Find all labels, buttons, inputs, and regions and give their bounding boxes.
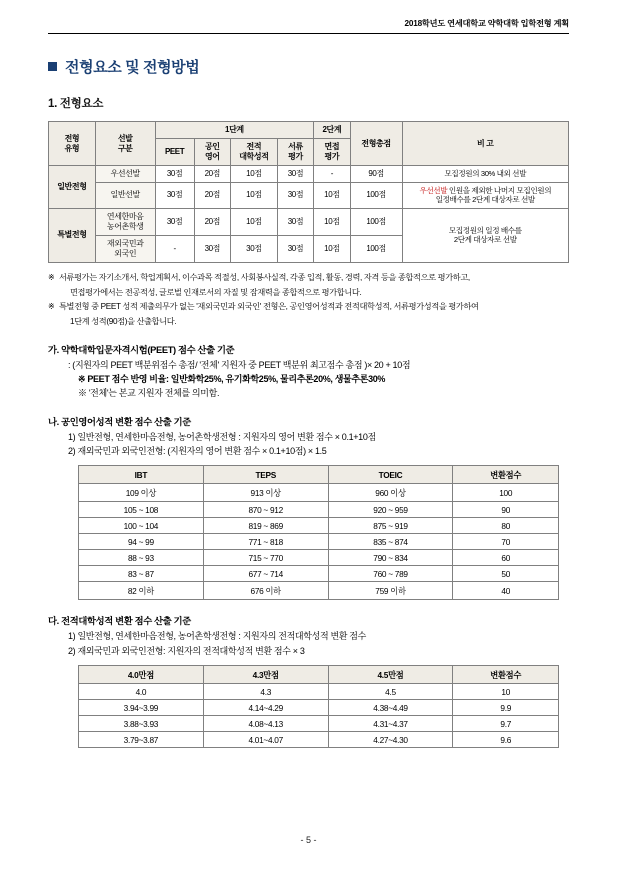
col-scale-43: 4.3만점 [203, 666, 328, 684]
cell-total: 100점 [350, 183, 402, 209]
col-english: 공인 영어 [194, 139, 230, 166]
remark-text: 일정배수를 2단계 대상자로 선발 [435, 195, 535, 205]
table-row [79, 716, 559, 732]
cell-documents: 30점 [277, 208, 313, 235]
col-select: 선발 구분 [95, 122, 155, 166]
cell-select-name: 연세한마음 농어촌학생 [95, 208, 155, 235]
note-line: 면접평가에서는 전공적성, 글로벌 인재로서의 자질 및 잠재력을 종합적으로 평가합니다. [70, 287, 362, 297]
cell-interview: 10점 [314, 235, 350, 262]
cell-english: 20점 [194, 183, 230, 209]
col-ibt: IBT [79, 466, 204, 484]
cell-score: 9.6 [453, 732, 559, 748]
cell-toeic: 790 ~ 834 [328, 550, 453, 566]
block-b-item1: 1) 일반전형, 연세한마음전형, 농어촌학생전형 : 지원자의 영어 변환 점수 × 0.1+10점 [68, 431, 376, 442]
col-interview: 면접 평가 [314, 139, 350, 166]
cell-scale-40: 3.94~3.99 [79, 700, 204, 716]
table-row [79, 502, 559, 518]
block-gpa [48, 614, 569, 658]
remark-text: 인원을 제외한 나머지 모집인원의 [447, 186, 552, 195]
cell-score: 70 [453, 534, 559, 550]
block-peet [48, 343, 569, 401]
table-row [49, 166, 569, 183]
page-number: - 5 - [300, 835, 317, 845]
cell-remark: 모집정원의 30% 내외 선발 [402, 166, 568, 183]
note-line: 서류평가는 자기소개서, 학업계획서, 이수과목 적절성, 사회봉사실적, 각종 입적, 활동, 경력, 자격 등을 종합적으로 평가하고, [59, 272, 470, 282]
col-total: 전형총점 [350, 122, 402, 166]
subsection-title: 1. 전형요소 [48, 98, 104, 110]
table-row [49, 183, 569, 209]
block-c-heading: 다. 전적대학성적 변환 점수 산출 기준 [48, 616, 191, 627]
table-row [79, 732, 559, 748]
cell-remark [402, 208, 568, 262]
note-mark: ※ [48, 302, 55, 312]
notes-block [48, 272, 569, 329]
cell-gpa: 10점 [230, 166, 277, 183]
cell-peet: 30점 [155, 166, 194, 183]
cell-ibt: 82 이하 [79, 582, 204, 600]
cell-english: 20점 [194, 166, 230, 183]
cell-teps: 870 ~ 912 [203, 502, 328, 518]
block-a-line1: : (지원자의 PEET 백분위점수 총점/ '전체' 지원자 중 PEET 백분위 최고점수 총점 )× 20 + 10점 [68, 359, 411, 370]
block-english [48, 415, 569, 459]
col-stage1: 1단계 [155, 122, 314, 139]
cell-teps: 677 ~ 714 [203, 566, 328, 582]
cell-documents: 30점 [277, 183, 313, 209]
cell-scale-40: 3.79~3.87 [79, 732, 204, 748]
note-item [48, 301, 569, 314]
gpa-conversion-table [78, 665, 559, 748]
cell-scale-45: 4.27~4.30 [328, 732, 453, 748]
table-header-row [79, 666, 559, 684]
note-item-cont [48, 316, 569, 329]
cell-gpa: 10점 [230, 208, 277, 235]
cell-total: 100점 [350, 235, 402, 262]
cell-teps: 819 ~ 869 [203, 518, 328, 534]
remark-text: 2단계 대상자로 선발 [453, 235, 517, 245]
block-b-heading: 나. 공인영어성적 변환 점수 산출 기준 [48, 416, 191, 427]
col-scale-40: 4.0만점 [79, 666, 204, 684]
cell-toeic: 920 ~ 959 [328, 502, 453, 518]
cell-scale-45: 4.5 [328, 684, 453, 700]
note-line: 특별전형 중 PEET 성적 제출의무가 없는 '재외국민과 외국인' 전형은, 공인영어성적과 전적대학성적, 서류평가성적을 평가하여 [59, 302, 479, 312]
header-divider [48, 33, 569, 34]
cell-select-name: 우선선발 [95, 166, 155, 183]
cell-score: 9.7 [453, 716, 559, 732]
cell-scale-43: 4.3 [203, 684, 328, 700]
cell-category: 특별전형 [49, 208, 96, 262]
table-row [79, 534, 559, 550]
note-mark: ※ [78, 374, 86, 385]
cell-english: 20점 [194, 208, 230, 235]
cell-scale-43: 4.08~4.13 [203, 716, 328, 732]
cell-score: 90 [453, 502, 559, 518]
cell-toeic: 960 이상 [328, 484, 453, 502]
cell-score: 80 [453, 518, 559, 534]
table-row [79, 566, 559, 582]
cell-toeic: 760 ~ 789 [328, 566, 453, 582]
cell-scale-45: 4.31~4.37 [328, 716, 453, 732]
cell-teps: 913 이상 [203, 484, 328, 502]
col-teps: TEPS [203, 466, 328, 484]
col-converted-score: 변환점수 [453, 466, 559, 484]
cell-select-name: 재외국민과 외국인 [95, 235, 155, 262]
col-documents: 서류 평가 [277, 139, 313, 166]
cell-toeic: 835 ~ 874 [328, 534, 453, 550]
cell-score: 50 [453, 566, 559, 582]
cell-category: 일반전형 [49, 166, 96, 209]
cell-toeic: 759 이하 [328, 582, 453, 600]
col-converted-score: 변환점수 [453, 666, 559, 684]
cell-interview: - [314, 166, 350, 183]
remark-text: 모집정원의 일정 배수를 [448, 225, 522, 235]
block-a-ratio: PEET 점수 반영 비율: 일반화학25%, 유기화학25%, 물리추론20%, 생물추론30% [87, 374, 386, 385]
cell-peet: - [155, 235, 194, 262]
block-a-definition: '전체'는 본교 지원자 전체를 의미함. [88, 388, 220, 399]
col-toeic: TOEIC [328, 466, 453, 484]
table-row [79, 582, 559, 600]
cell-scale-40: 3.88~3.93 [79, 716, 204, 732]
cell-select-name: 일반선발 [95, 183, 155, 209]
block-a-heading: 가. 약학대학입문자격시험(PEET) 점수 산출 기준 [48, 344, 235, 355]
cell-score: 100 [453, 484, 559, 502]
block-c-item2: 2) 재외국민과 외국인전형: 지원자의 전적대학성적 변환 점수 × 3 [68, 645, 305, 656]
cell-scale-45: 4.38~4.49 [328, 700, 453, 716]
cell-ibt: 105 ~ 108 [79, 502, 204, 518]
cell-toeic: 875 ~ 919 [328, 518, 453, 534]
cell-documents: 30점 [277, 166, 313, 183]
col-peet: PEET [155, 139, 194, 166]
page-header [48, 0, 569, 34]
table-header-row [79, 466, 559, 484]
cell-teps: 715 ~ 770 [203, 550, 328, 566]
block-a-line3 [48, 386, 569, 400]
block-b-item2: 2) 재외국민과 외국인전형: (지원자의 영어 변환 점수 × 0.1+10점) × 1.5 [68, 446, 327, 457]
page-title-text: 전형요소 및 전형방법 [65, 59, 200, 76]
col-scale-45: 4.5만점 [328, 666, 453, 684]
cell-interview: 10점 [314, 183, 350, 209]
cell-ibt: 109 이상 [79, 484, 204, 502]
english-conversion-table [78, 465, 559, 600]
block-c-item1: 1) 일반전형, 연세한마음전형, 농어촌학생전형 : 지원자의 전적대학성적 변환 점수 [68, 631, 366, 642]
cell-total: 100점 [350, 208, 402, 235]
table-row [79, 684, 559, 700]
cell-scale-43: 4.14~4.29 [203, 700, 328, 716]
note-mark: ※ [48, 272, 55, 282]
cell-scale-40: 4.0 [79, 684, 204, 700]
cell-total: 90점 [350, 166, 402, 183]
cell-score: 60 [453, 550, 559, 566]
square-bullet-icon [48, 62, 57, 71]
cell-score: 10 [453, 684, 559, 700]
cell-documents: 30점 [277, 235, 313, 262]
cell-interview: 10점 [314, 208, 350, 235]
col-gpa: 전적 대학성적 [230, 139, 277, 166]
cell-remark [402, 183, 568, 209]
table-row [79, 484, 559, 502]
cell-peet: 30점 [155, 183, 194, 209]
col-stage2: 2단계 [314, 122, 350, 139]
note-item [48, 272, 569, 285]
admission-elements-table [48, 121, 569, 263]
table-row [49, 208, 569, 235]
col-remark: 비 고 [402, 122, 568, 166]
cell-gpa: 30점 [230, 235, 277, 262]
cell-peet: 30점 [155, 208, 194, 235]
block-a-line2 [48, 372, 569, 386]
cell-english: 30점 [194, 235, 230, 262]
table-row [79, 700, 559, 716]
page-title [48, 56, 569, 77]
table-row [79, 518, 559, 534]
col-type: 전형 유형 [49, 122, 96, 166]
remark-highlight: 우선선발 [419, 186, 448, 195]
cell-gpa: 10점 [230, 183, 277, 209]
cell-score: 9.9 [453, 700, 559, 716]
table-header-row [49, 122, 569, 139]
running-title: 2018학년도 연세대학교 약학대학 입학전형 계획 [404, 19, 569, 28]
note-line: 1단계 성적(90점)을 산출합니다. [70, 317, 177, 327]
cell-ibt: 88 ~ 93 [79, 550, 204, 566]
cell-score: 40 [453, 582, 559, 600]
cell-scale-43: 4.01~4.07 [203, 732, 328, 748]
cell-ibt: 100 ~ 104 [79, 518, 204, 534]
note-mark: ※ [78, 388, 87, 399]
cell-teps: 771 ~ 818 [203, 534, 328, 550]
note-item-cont [48, 287, 569, 300]
cell-ibt: 94 ~ 99 [79, 534, 204, 550]
cell-teps: 676 이하 [203, 582, 328, 600]
cell-ibt: 83 ~ 87 [79, 566, 204, 582]
table-row [79, 550, 559, 566]
